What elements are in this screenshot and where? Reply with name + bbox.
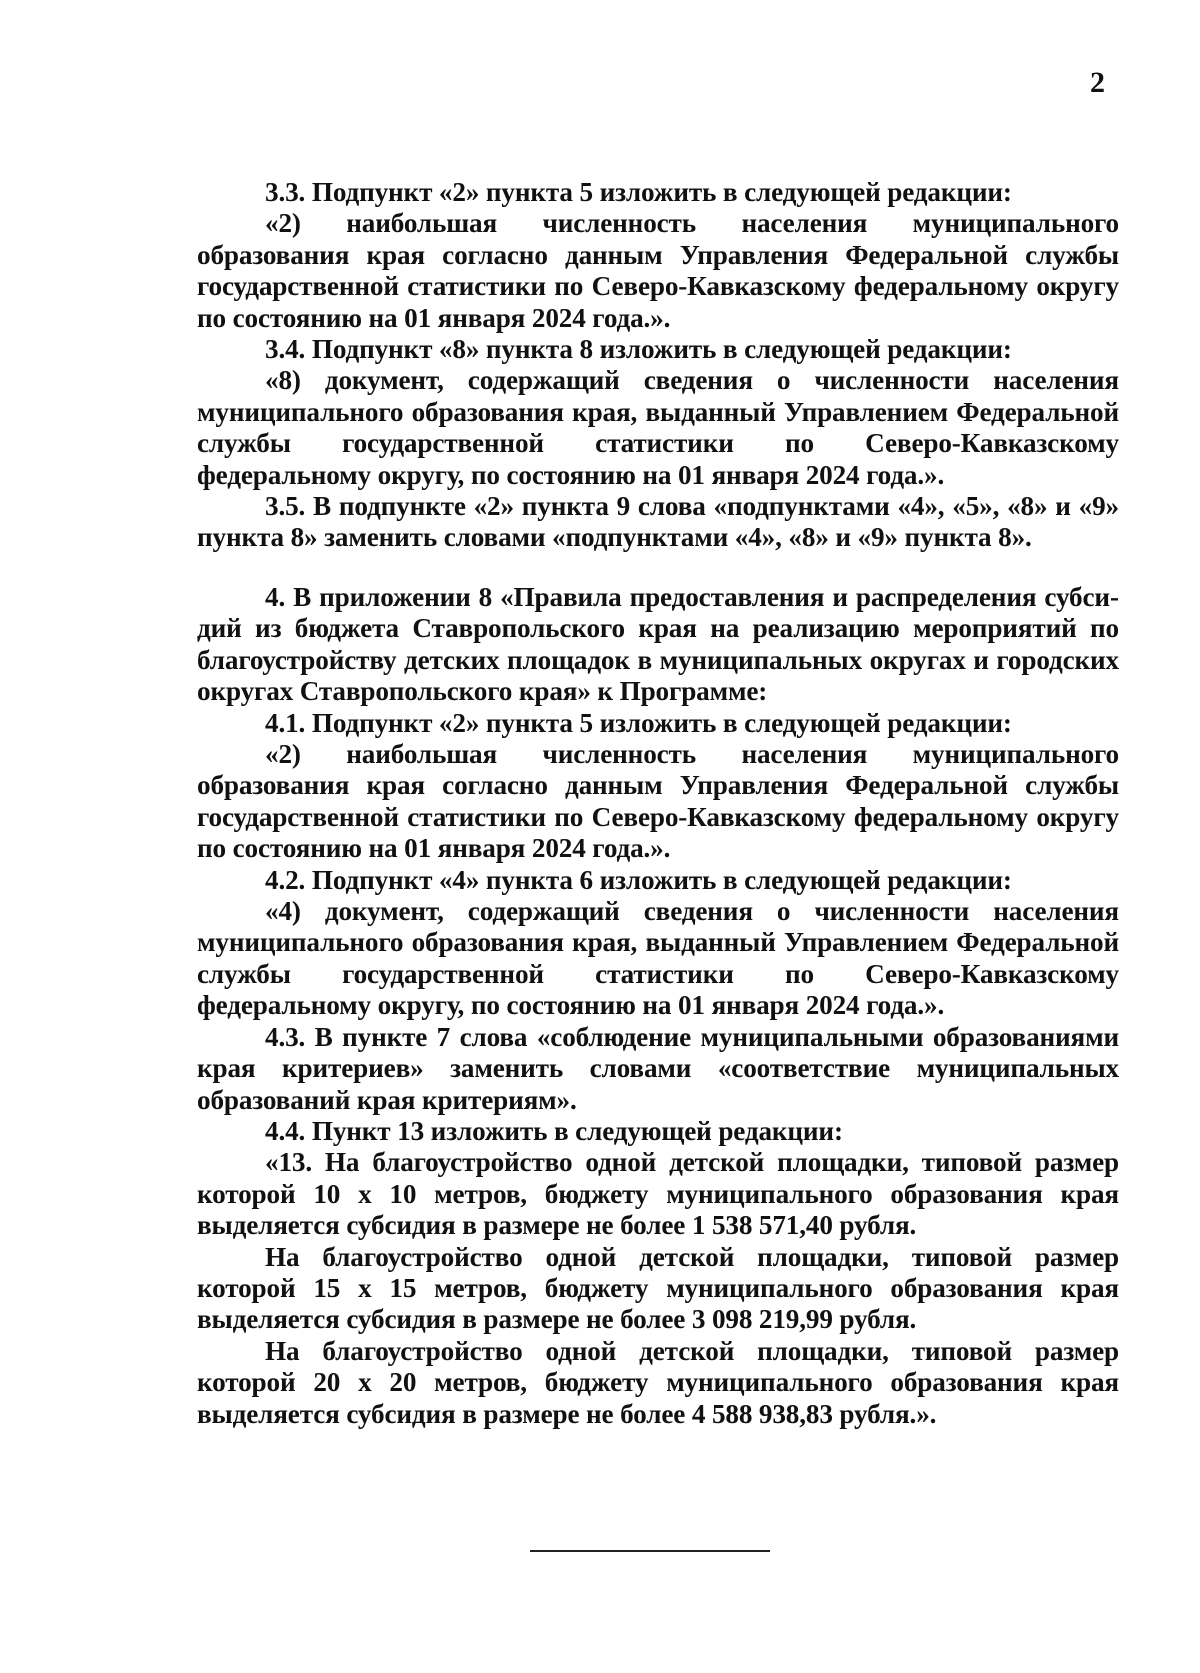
paragraph-4-2-text: «4) документ, содержащий сведения о численности населения муниципального образования края, выданный Управлением Федеральной службы государственной статистики по Северо-Кавказскому федеральному округу, по состоянию на 01 января 2024 года.». xyxy=(197,896,1119,1021)
paragraph-4-3: 4.3. В пункте 7 слова «соблюдение муниципальными образованиями края критериев» заменить словами «соответствие муниципальных образований края критериям». xyxy=(197,1021,1119,1115)
paragraph-4-1-text: «2) наибольшая численность населения муниципального образования края согласно данным Управления Федеральной службы государственной статистики по Северо-Кавказскому федеральному округу по состоянию на 01 января 2024 года.». xyxy=(197,739,1119,864)
paragraph-4-4-heading: 4.4. Пункт 13 изложить в следующей редакции: xyxy=(265,1115,843,1146)
paragraph-3-3-heading: 3.3. Подпункт «2» пункта 5 изложить в следующей редакции: xyxy=(265,177,1012,207)
end-of-document-rule xyxy=(530,1550,770,1552)
paragraph-4-4-subsidy-20x20: На благоустройство одной детской площадки, типовой размер которой 20 х 20 метров, бюджету муниципального образования края выделяется субсидия в размере не более 4 588 938,83 рубля.». xyxy=(197,1335,1119,1429)
paragraph-3-4-heading: 3.4. Подпункт «8» пункта 8 изложить в следующей редакции: xyxy=(265,334,1012,365)
paragraph-4-2-heading: 4.2. Подпункт «4» пункта 6 изложить в следующей редакции: xyxy=(265,864,1012,895)
page-number: 2 xyxy=(1090,66,1105,99)
paragraph-3-5: 3.5. В подпункте «2» пункта 9 слова «подпунктами «4», «5», «8» и «9» пункта 8» заменить словами «подпунктами «4», «8» и «9» пункта 8». xyxy=(197,491,1119,553)
paragraph-3-3-text: «2) наибольшая численность населения муниципального образования края согласно данным Управления Федеральной службы государственной статистики по Северо-Кавказскому федеральному округу по состоянию на 01 января 2024 года.». xyxy=(197,208,1119,333)
paragraph-4-4-item-13: «13. На благоустройство одной детской площадки, типовой размер которой 10 х 10 метров, бюджету муниципального образования края выделяется субсидия в размере не более 1 538 571,40 рубля. xyxy=(197,1147,1119,1241)
paragraph-3-4-text: «8) документ, содержащий сведения о численности населения муниципального образования края, выданный Управлением Федеральной службы государственной статистики по Северо-Кавказскому федеральному округу, по состоянию на 01 января 2024 года.». xyxy=(197,365,1119,490)
paragraph-4-intro: 4. В приложении 8 «Правила предоставления и распределения субсидий из бюджета Ставропольского края на реализацию мероприятий по благоустройству детских площадок в муниципальных округах и городских округах Ставропольского края» к Программе: xyxy=(197,582,1119,707)
paragraph-4-4-subsidy-15x15: На благоустройство одной детской площадки, типовой размер которой 15 х 15 метров, бюджету муниципального образования края выделяется субсидия в размере не более 3 098 219,99 рубля. xyxy=(197,1241,1119,1335)
section-4-amendments xyxy=(197,582,1119,1430)
paragraph-4-1-heading: 4.1. Подпункт «2» пункта 5 изложить в следующей редакции: xyxy=(265,707,1012,738)
section-3-amendments xyxy=(197,177,1119,554)
